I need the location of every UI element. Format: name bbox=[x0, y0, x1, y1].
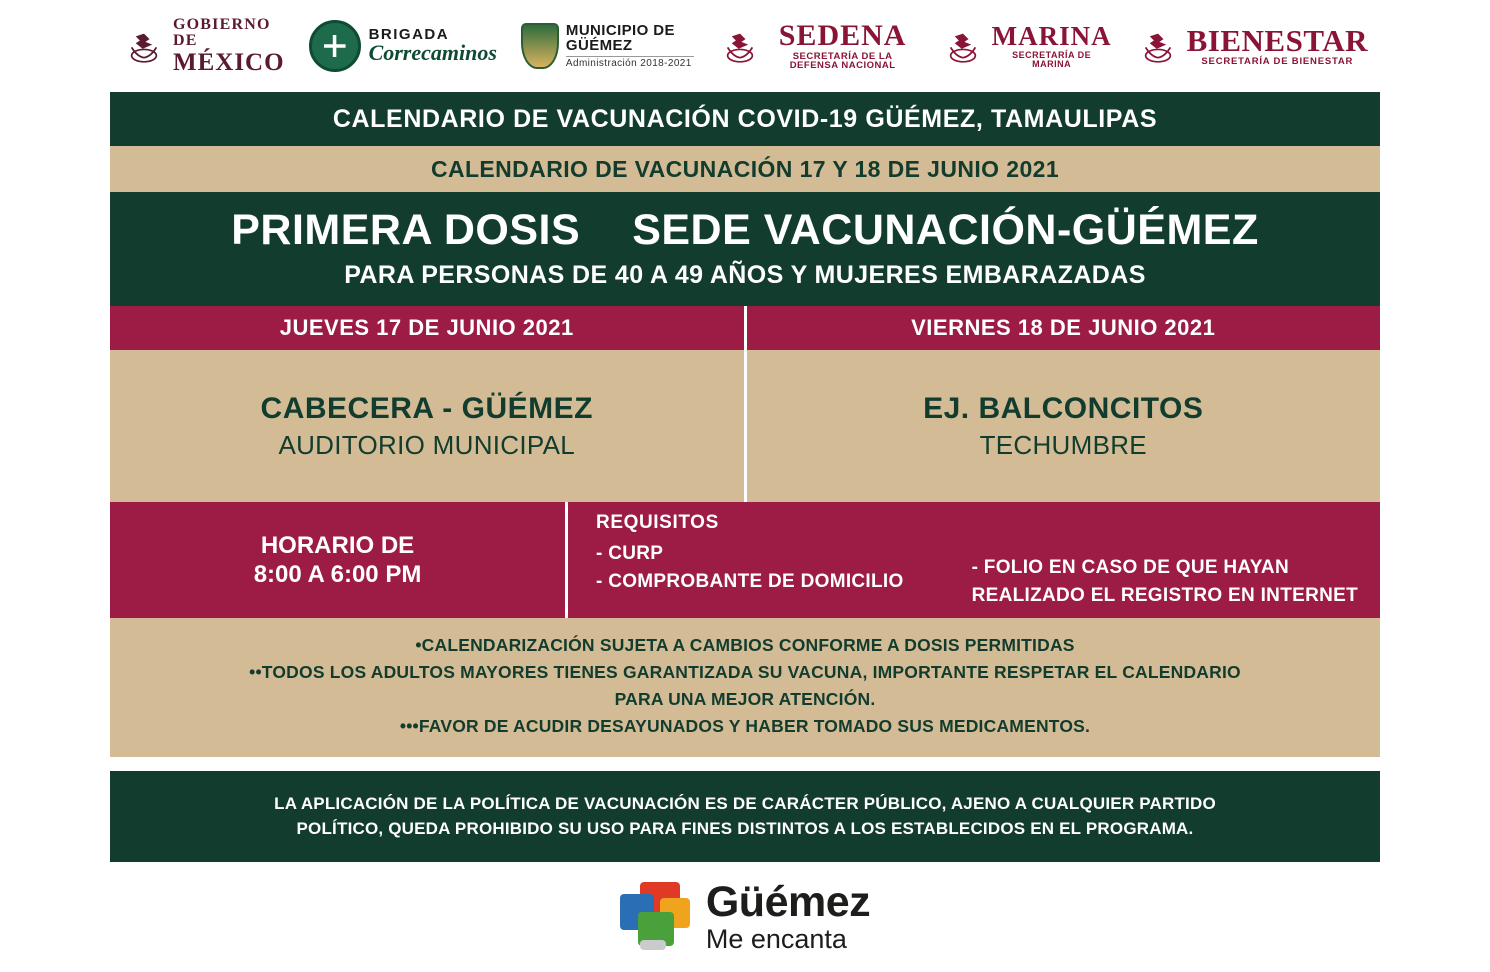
logo-bienestar bbox=[1124, 24, 1380, 68]
venue-cell-day-1 bbox=[110, 350, 747, 502]
dose-banner bbox=[110, 192, 1380, 306]
site-label: SEDE VACUNACIÓN-GÜÉMEZ bbox=[632, 206, 1259, 254]
day-header-row bbox=[110, 306, 1380, 350]
logo-sedena-line1: SEDENA bbox=[778, 19, 907, 53]
requirements-title: REQUISITOS bbox=[596, 512, 719, 533]
logo-gobierno-line2: MÉXICO bbox=[173, 48, 285, 76]
requirements-block bbox=[568, 502, 1380, 618]
day-2-venue: EJ. BALCONCITOS bbox=[923, 391, 1204, 425]
venue-row bbox=[110, 350, 1380, 502]
note-line-3: PARA UNA MEJOR ATENCIÓN. bbox=[614, 689, 876, 710]
section-divider bbox=[110, 757, 1380, 771]
legal-line-2: POLÍTICO, QUEDA PROHIBIDO SU USO PARA FINES DISTINTOS A LOS ESTABLECIDOS EN EL PROGRAMA. bbox=[296, 819, 1194, 838]
logo-sedena bbox=[706, 21, 929, 71]
schedule-line-2: 8:00 A 6:00 PM bbox=[253, 561, 422, 588]
note-line-4: •••FAVOR DE ACUDIR DESAYUNADOS Y HABER TOMADO SUS MEDICAMENTOS. bbox=[399, 716, 1091, 737]
requirements-list-right bbox=[972, 540, 1362, 609]
logo-marina-line1: MARINA bbox=[991, 21, 1112, 52]
schedule-requirements-row bbox=[110, 502, 1380, 618]
logo-brigada-correcaminos bbox=[297, 20, 509, 72]
day-1-venue: CABECERA - GÜÉMEZ bbox=[260, 391, 593, 425]
schedule-block bbox=[110, 502, 568, 618]
requirement-item-cont: REALIZADO EL REGISTRO EN INTERNET bbox=[971, 584, 1358, 606]
logo-sedena-line2: SECRETARÍA DE LA DEFENSA NACIONAL bbox=[789, 50, 896, 72]
note-line-1: •CALENDARIZACIÓN SUJETA A CAMBIOS CONFORME A DOSIS PERMITIDAS bbox=[415, 635, 1075, 655]
brand-name: Güémez bbox=[705, 877, 871, 926]
legal-line-1: LA APLICACIÓN DE LA POLÍTICA DE VACUNACIÓN ES DE CARÁCTER PÚBLICO, AJENO A CUALQUIER PARTIDO bbox=[274, 793, 1216, 813]
poster-title: CALENDARIO DE VACUNACIÓN COVID-19 GÜÉMEZ, TAMAULIPAS bbox=[110, 92, 1380, 146]
requirements-list-left bbox=[596, 540, 904, 609]
schedule-line-1: HORARIO DE bbox=[260, 531, 415, 559]
venue-cell-day-2 bbox=[747, 350, 1381, 502]
logo-municipio-line2: Administración 2018-2021 bbox=[565, 57, 692, 69]
municipal-shield-icon bbox=[521, 23, 559, 69]
requirement-item: - FOLIO EN CASO DE QUE HAYAN bbox=[971, 557, 1289, 578]
logo-municipio-line1: MUNICIPIO DE GÜÉMEZ bbox=[565, 22, 675, 55]
day-2-venue-detail: TECHUMBRE bbox=[979, 429, 1147, 460]
requirement-item: - CURP bbox=[596, 543, 664, 564]
audience-label: PARA PERSONAS DE 40 A 49 AÑOS Y MUJERES EMBARAZADAS bbox=[344, 261, 1146, 289]
logo-gobierno-de-mexico bbox=[110, 17, 297, 75]
medical-cross-icon bbox=[309, 20, 361, 72]
logo-marina-line2: SECRETARÍA DE MARINA bbox=[1012, 49, 1092, 69]
note-line-2: ••TODOS LOS ADULTOS MAYORES TIENES GARANTIZADA SU VACUNA, IMPORTANTE RESPETAR EL CALENDARIO bbox=[249, 662, 1241, 683]
day-1-venue-detail: AUDITORIO MUNICIPAL bbox=[278, 429, 576, 460]
logo-gobierno-line1: GOBIERNO DE bbox=[173, 15, 271, 50]
poster-subtitle: CALENDARIO DE VACUNACIÓN 17 Y 18 DE JUNIO 2021 bbox=[110, 146, 1380, 192]
institutional-logo-bar bbox=[0, 0, 1490, 92]
guemez-brand-footer bbox=[0, 862, 1490, 972]
requirement-item: - COMPROBANTE DE DOMICILIO bbox=[596, 570, 904, 592]
logo-brigada-line2: Correcaminos bbox=[368, 40, 497, 66]
guemez-logo-icon bbox=[620, 882, 692, 952]
eagle-emblem-icon bbox=[941, 24, 985, 68]
logo-marina bbox=[929, 23, 1124, 69]
eagle-emblem-icon bbox=[122, 24, 166, 68]
poster-content bbox=[110, 92, 1380, 862]
logo-bienestar-line2: SECRETARÍA DE BIENESTAR bbox=[1201, 55, 1354, 67]
brand-tagline: Me encanta bbox=[705, 923, 847, 954]
notes-block bbox=[110, 618, 1380, 757]
dose-label: PRIMERA DOSIS bbox=[231, 206, 581, 254]
legal-notice bbox=[110, 771, 1380, 862]
eagle-emblem-icon bbox=[718, 24, 762, 68]
logo-municipio-guemez bbox=[509, 23, 706, 69]
eagle-emblem-icon bbox=[1136, 24, 1180, 68]
logo-bienestar-line1: BIENESTAR bbox=[1186, 23, 1368, 59]
day-1-date: JUEVES 17 DE JUNIO 2021 bbox=[110, 306, 747, 350]
logo-brigada-line1: BRIGADA bbox=[368, 26, 450, 44]
day-2-date: VIERNES 18 DE JUNIO 2021 bbox=[911, 315, 1216, 340]
